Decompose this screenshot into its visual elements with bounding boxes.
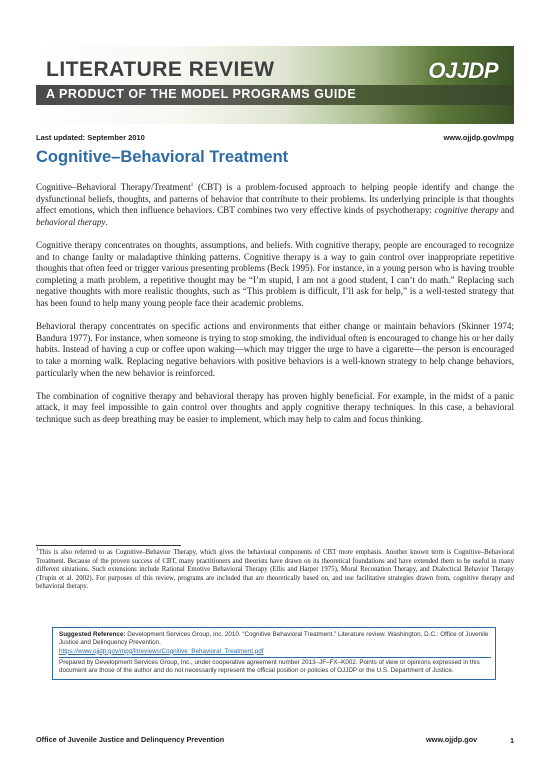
paragraph-combination: The combination of cognitive therapy and behavioral therapy has proven highly beneficial. For example, in the midst of a panic attack, it may feel impossible to gain control over thoughts and apply cognitive therapy techniques. In this case, a behavioral technique such as deep breathing may be easier to implement, which may help to calm and focus thinking. xyxy=(36,390,514,424)
paragraph-cognitive: Cognitive therapy concentrates on thoughts, assumptions, and beliefs. With cognitive therapy, people are encouraged to recognize and to change faulty or maladaptive thinking patterns. Cognitive therapy is a way to gain control over inappropriate repetitive thoughts that often feed or trigger various presenting problems (Beck 1995). For instance, in a young person who is having trouble completing a math problem, a repetitive thought may be “I’m stupid, I am not a good student, I can’t do math.” Replacing such negative thoughts with more realistic thoughts, such as “This problem is difficult, I’ll ask for help,” is a well-tested strategy that has been found to help many young people face their academic problems. xyxy=(36,239,514,308)
footnote-text: This is also referred to as Cognitive–Behavior Therapy, which gives the behavioral components of CBT more emphasis. Another known term is Cognitive–Behavioral Treatment. Because of the proven success of CBT, many practitioners and theorists have drawn on its theoretical foundations and have extended them to be useful in many different situations. Such extensions include Rational Emotive Behavioral Therapy (Ellis and Harper 1975), Moral Reconation Therapy, and Dialectical Behavior Therapy (Trupin et al. 2002). For purposes of this review, programs are included that are theoretically based on, and use facilitative strategies drawn from, cognitive therapy and behavioral therapy. xyxy=(36,549,514,591)
footer-site[interactable]: www.ojjdp.gov xyxy=(426,735,478,744)
header-banner xyxy=(36,46,514,124)
intro-text-b: (CBT) is a problem-focused approach to helping people identify and change the dysfunctional beliefs, thoughts, and patterns of behavior that contribute to their problems. Its underlying principle is that thoughts affect emotions, which then influence behaviors. CBT combines two very effective kinds of psychotherapy: xyxy=(36,182,514,216)
page-number: 1 xyxy=(509,736,514,745)
footnote-number: 1 xyxy=(36,546,39,553)
reference-citation xyxy=(59,631,491,648)
reference-text: Development Services Group, Inc. 2010. “Cognitive Behavioral Treatment.” Literature review. Washington, D.C.: Office of Juvenile Justice and Delinquency Prevention. xyxy=(59,631,489,647)
paragraph-intro xyxy=(36,182,514,228)
intro-end: . xyxy=(105,216,108,227)
last-updated: Last updated: September 2010 xyxy=(36,133,145,142)
paragraph-behavioral: Behavioral therapy concentrates on specific actions and environments that either change or maintain behaviors (Skinner 1974; Bandura 1977). For instance, when someone is trying to stop smoking, the individual often is encouraged to change his or her daily habits. Instead of having a cup or coffee upon waking—which may trigger the urge to have a cigarette—the person is encouraged to take a morning walk. Replacing negative behaviors with positive behaviors is a well-known strategy to help change behaviors, particularly when the new behavior is reinforced. xyxy=(36,321,514,378)
footnote xyxy=(36,546,514,592)
meta-line xyxy=(36,133,514,142)
suggested-reference-box xyxy=(52,627,496,680)
prepared-by-note: Prepared by Development Services Group, Inc., under cooperative agreement number 2013–JF–FX–K002. Points of view or opinions expressed in this document are those of the author and do not necessarily represent the official position or policies of OJJDP or the U.S. Department of Justice. xyxy=(59,657,491,676)
reference-link[interactable]: https://www.ojjdp.gov/mpg/litreviews/Cognitive_Behavioral_Treatment.pdf xyxy=(59,647,264,655)
reference-label: Suggested Reference: xyxy=(59,631,126,638)
footnote-divider xyxy=(36,545,181,546)
footnote-marker[interactable]: 1 xyxy=(190,181,194,188)
ojjdp-logo: OJJDP xyxy=(428,58,498,83)
intro-and: and xyxy=(498,205,514,216)
document-body xyxy=(36,182,514,437)
banner-title: LITERATURE REVIEW xyxy=(46,58,275,81)
term-cognitive-therapy: cognitive therapy xyxy=(434,205,499,216)
page-title: Cognitive–Behavioral Treatment xyxy=(36,148,289,166)
intro-text-a: Cognitive–Behavioral Therapy/Treatment xyxy=(36,182,191,192)
header-url[interactable]: www.ojjdp.gov/mpg xyxy=(443,133,514,142)
footer-agency: Office of Juvenile Justice and Delinquency Prevention xyxy=(36,735,225,744)
banner-subtitle: A PRODUCT OF THE MODEL PROGRAMS GUIDE xyxy=(46,87,357,101)
term-behavioral-therapy: behavioral therapy xyxy=(36,216,106,227)
